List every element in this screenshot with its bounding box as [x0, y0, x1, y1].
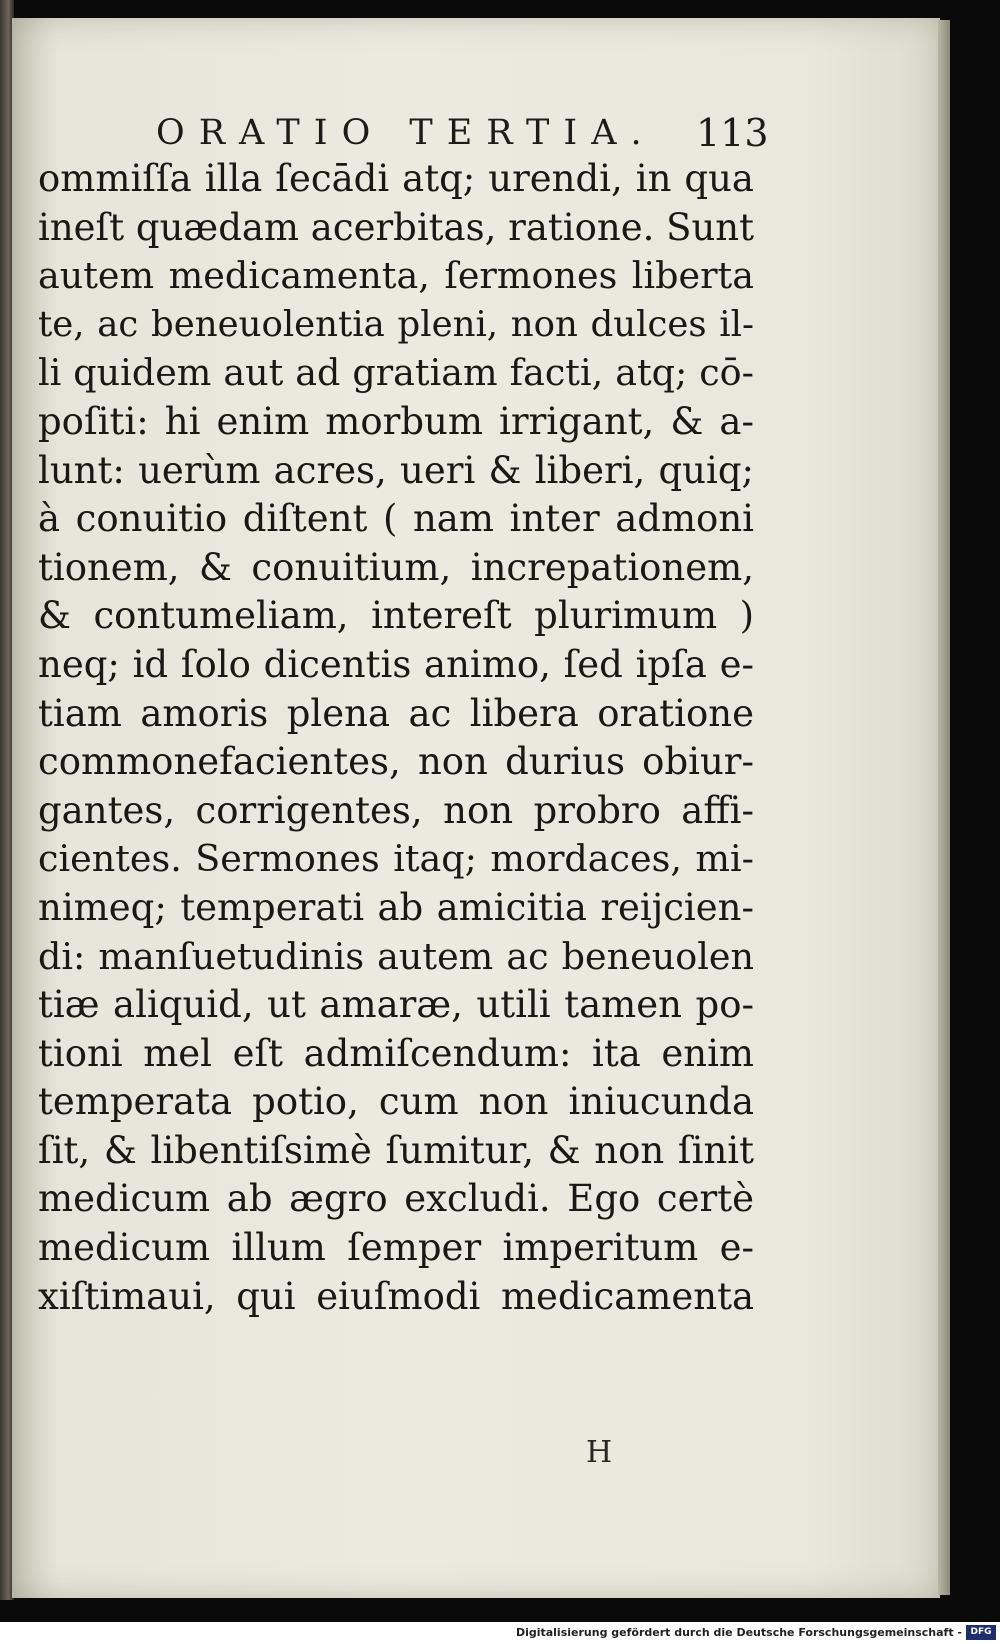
text-line: poſiti: hi enim morbum irrigant, & a- [38, 399, 754, 443]
text-line: temperata potio, cum non iniucunda [38, 1080, 754, 1124]
signature-mark: H [586, 1435, 613, 1470]
text-line: tioni mel eſt admiſcendum: ita enim [38, 1031, 754, 1075]
running-title: ORATIO TERTIA. [156, 113, 656, 153]
text-line: commonefacientes, non durius obiur- [38, 740, 754, 784]
dfg-logo-icon: DFG [966, 1625, 996, 1640]
text-line: autem medicamenta, ſermones liberta [38, 254, 754, 298]
text-line: tionem, & conuitium, increpationem, [38, 545, 754, 589]
text-line: ineſt quædam acerbitas, ratione. Sunt [38, 205, 754, 249]
text-line: lunt: uerùm acres, ueri & liberi, quiq; [38, 448, 754, 492]
page-edge [938, 20, 950, 1595]
text-line: tiæ aliquid, ut amaræ, utili tamen po- [38, 983, 754, 1027]
text-line: ommiſſa illa ſecādi atq; urendi, in qua [38, 157, 754, 200]
folio-number: 113 [696, 111, 769, 155]
text-line: di: manſuetudinis autem ac beneuolen [38, 934, 754, 978]
page-body-text [38, 155, 754, 1321]
text-line: tiam amoris plena ac libera oratione [38, 691, 754, 735]
funding-credit: Digitalisierung gefördert durch die Deutsche Forschungsgemeinschaft - [515, 1626, 962, 1639]
text-line: à conuitio diſtent ( nam inter admoni [38, 497, 754, 541]
text-line: li quidem aut ad gratiam facti, atq; cō- [38, 351, 754, 395]
footer-bar [0, 1622, 1000, 1644]
text-line: neq; id ſolo dicentis animo, ſed ipſa e- [38, 642, 754, 686]
text-line: cientes. Sermones itaq; mordaces, mi- [38, 837, 754, 881]
text-line: & contumeliam, intereſt plurimum ) [38, 594, 754, 638]
text-line: xiſtimaui, qui eiuſmodi medicamenta [38, 1274, 754, 1318]
text-line: medicum illum ſemper imperitum e- [38, 1226, 754, 1270]
text-line: ſit, & libentiſsimè ſumitur, & non ſinit [38, 1128, 754, 1172]
text-line: gantes, corrigentes, non probro affi- [38, 788, 754, 832]
text-line: nimeq; temperati ab amicitia reijcien- [38, 885, 754, 929]
running-head [156, 108, 796, 158]
text-line: medicum ab ægro excludi. Ego certè [38, 1177, 754, 1221]
text-line: te, ac beneuolentia pleni, non dulces il- [38, 303, 754, 345]
